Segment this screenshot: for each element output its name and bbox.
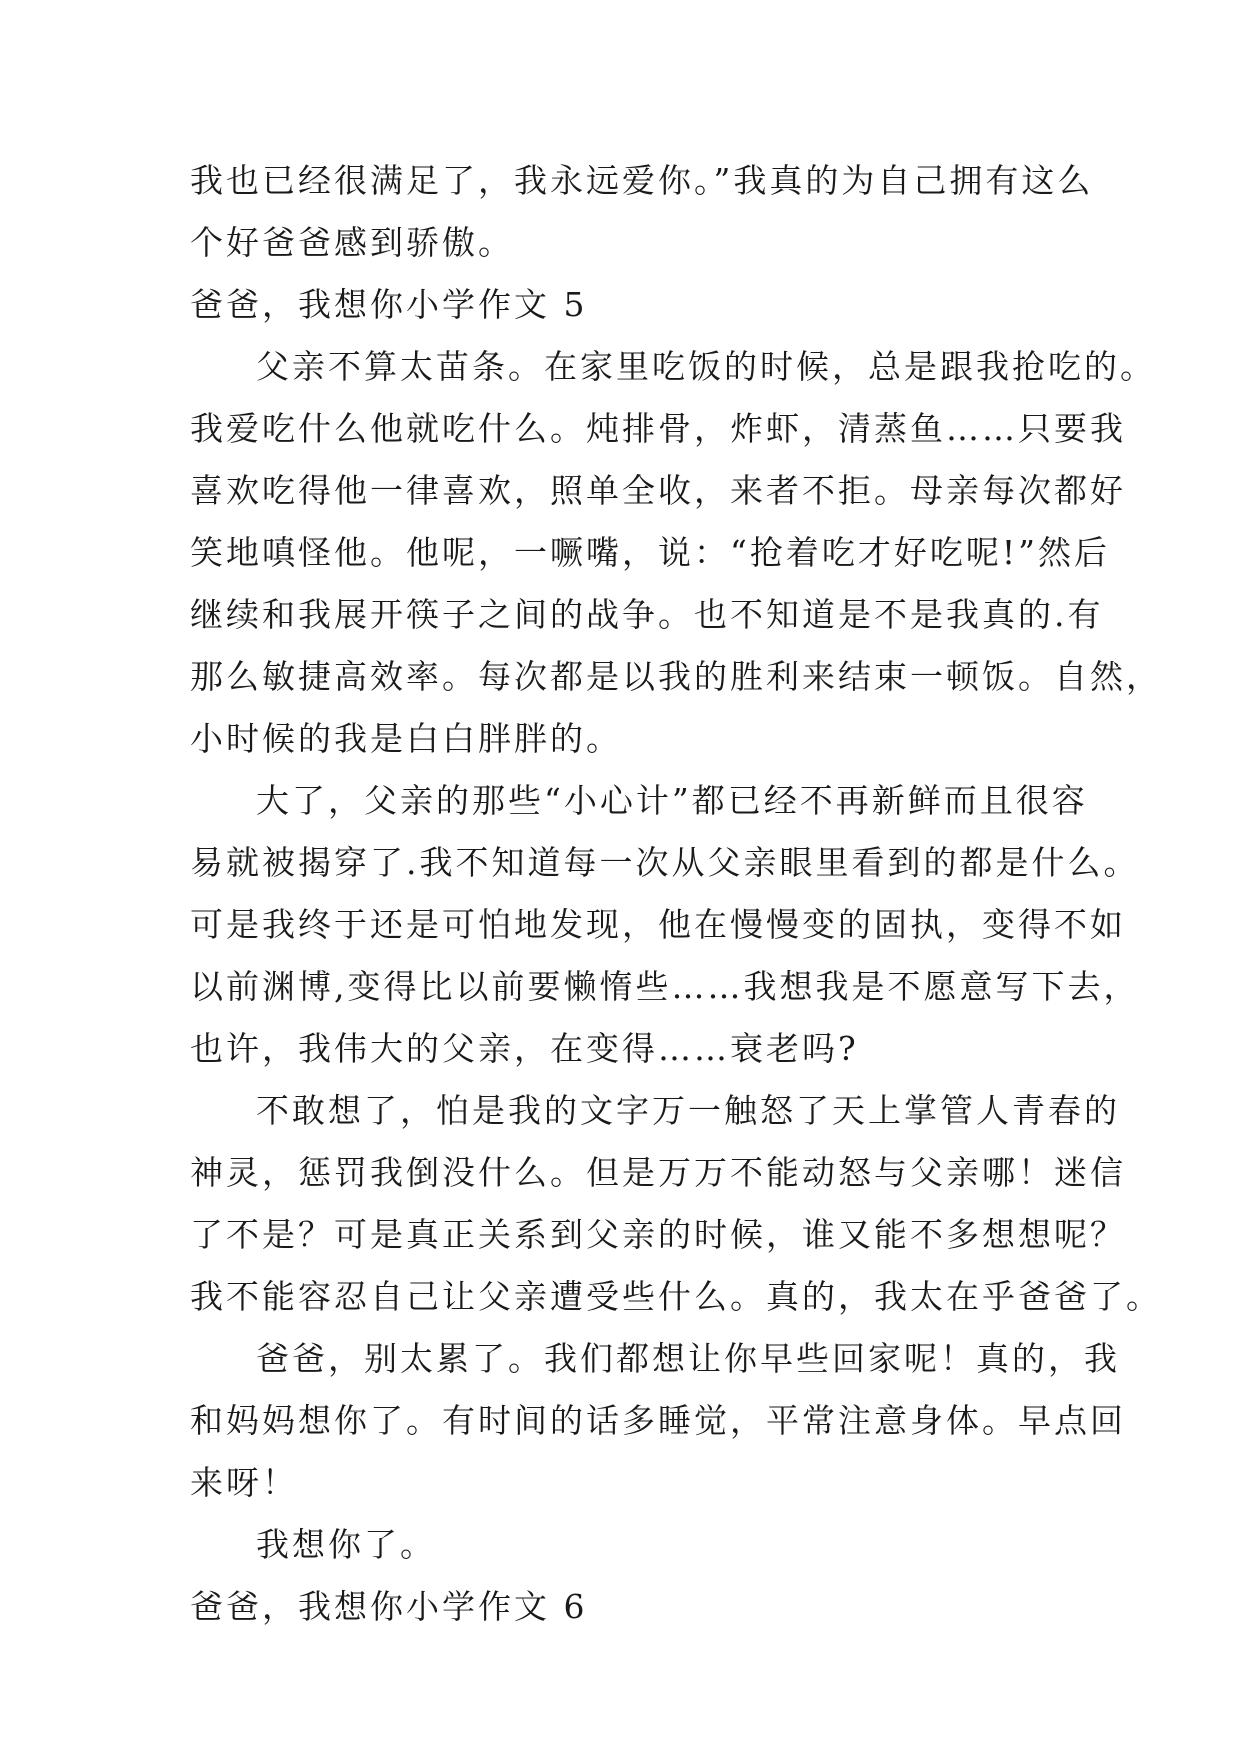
text-line: 父亲不算太苗条。在家里吃饭的时候，总是跟我抢吃的。 — [256, 347, 1156, 386]
section-heading: 爸爸，我想你小学作文 6 — [190, 1587, 588, 1626]
text-line: 个好爸爸感到骄傲。 — [190, 223, 514, 262]
text-line: 神灵，惩罚我倒没什么。但是万万不能动怒与父亲哪！迷信 — [190, 1153, 1126, 1192]
text-line: 可是我终于还是可怕地发现，他在慢慢变的固执，变得不如 — [190, 905, 1126, 944]
text-line: 了不是？可是真正关系到父亲的时候，谁又能不多想想呢？ — [190, 1215, 1126, 1254]
text-line: 来呀！ — [190, 1463, 298, 1502]
text-line: 笑地嗔怪他。他呢，一噘嘴，说：“抢着吃才好吃呢!”然后 — [190, 533, 1111, 572]
text-line: 那么敏捷高效率。每次都是以我的胜利来结束一顿饭。自然， — [190, 657, 1162, 696]
text-line: 我想你了。 — [256, 1525, 436, 1564]
text-line: 小时候的我是白白胖胖的。 — [190, 719, 622, 758]
document-body — [190, 150, 1162, 1638]
text-line: 我不能容忍自己让父亲遭受些什么。真的，我太在乎爸爸了。 — [190, 1277, 1162, 1316]
text-line: 不敢想了，怕是我的文字万一触怒了天上掌管人青春的 — [256, 1091, 1120, 1130]
text-line: 继续和我展开筷子之间的战争。也不知道是不是我真的.有 — [190, 595, 1104, 634]
text-line: 爸爸，别太累了。我们都想让你早些回家呢！真的，我 — [256, 1339, 1120, 1378]
text-line: 喜欢吃得他一律喜欢，照单全收，来者不拒。母亲每次都好 — [190, 471, 1126, 510]
text-line: 也许，我伟大的父亲，在变得……衰老吗? — [190, 1029, 859, 1068]
text-line: 易就被揭穿了.我不知道每一次从父亲眼里看到的都是什么。 — [190, 843, 1140, 882]
text-line: 我爱吃什么他就吃什么。炖排骨，炸虾，清蒸鱼……只要我 — [190, 409, 1126, 448]
text-line: 和妈妈想你了。有时间的话多睡觉，平常注意身体。早点回 — [190, 1401, 1126, 1440]
text-line: 大了，父亲的那些“小心计”都已经不再新鲜而且很容 — [256, 781, 1088, 820]
section-heading: 爸爸，我想你小学作文 5 — [190, 285, 588, 324]
text-line: 以前渊博,变得比以前要懒惰些……我想我是不愿意写下去， — [190, 967, 1140, 1006]
text-line: 我也已经很满足了，我永远爱你。”我真的为自己拥有这么 — [190, 161, 1094, 200]
